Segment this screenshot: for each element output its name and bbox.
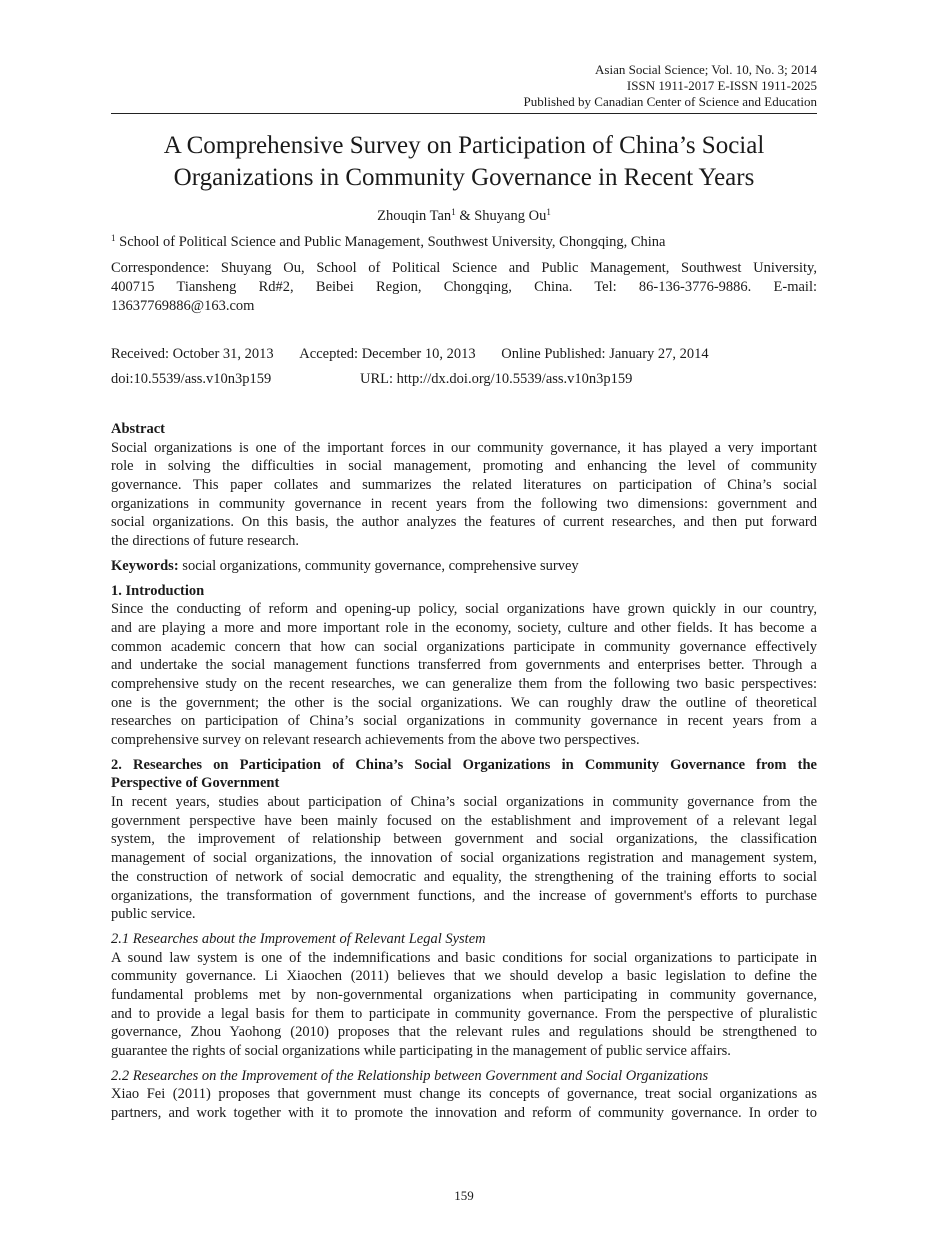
text-line: system, the improvement of relationship between government and social organizations, the classification <box>111 831 817 848</box>
paper-title <box>111 130 817 194</box>
published-date: Online Published: January 27, 2014 <box>501 346 709 362</box>
text-line: Social organizations is one of the important forces in our community governance, it has played a very important <box>111 439 817 456</box>
text-line: governance. This paper collates and summarizes the related literatures on participation of China’s social <box>111 477 817 494</box>
section-1-heading: 1. Introduction <box>111 582 205 599</box>
journal-publisher: Published by Canadian Center of Science and Education <box>523 94 817 109</box>
section-1-text <box>111 600 817 750</box>
journal-header <box>111 62 817 110</box>
abstract-text <box>111 439 817 551</box>
journal-issn: ISSN 1911-2017 E-ISSN 1911-2025 <box>626 78 817 93</box>
text-line: comprehensive study on the recent researches, we can generalize them from the following two basic perspectives: <box>111 675 817 692</box>
section-2-1-text <box>111 949 817 1061</box>
text-line: and undertake the social management functions transferred from governments and enterprises better. Through a <box>111 657 817 674</box>
correspondence <box>111 259 817 316</box>
header-rule <box>111 113 817 114</box>
text-line: governance, Zhou Yaohong (2010) proposes that the relevant rules and regulations should be strengthened to <box>111 1024 817 1041</box>
text-line: partners, and work together with it to promote the innovation and reform of community governance. In order to <box>111 1105 817 1122</box>
doi-url[interactable]: URL: http://dx.doi.org/10.5539/ass.v10n3p159 <box>360 371 633 387</box>
text-line: social organizations. On this basis, the author analyzes the features of current researches, and then put forward <box>111 514 817 531</box>
section-2-heading <box>111 756 817 793</box>
keywords-label: Keywords: <box>111 557 179 574</box>
journal-citation: Asian Social Science; Vol. 10, No. 3; 2014 <box>595 62 817 77</box>
affiliation-mark: 1 <box>111 233 116 243</box>
author-2: Shuyang Ou <box>474 208 547 224</box>
accepted-date: Accepted: December 10, 2013 <box>299 346 476 362</box>
authors <box>111 207 817 225</box>
keywords <box>111 557 817 576</box>
text-line: role in solving the difficulties in social management, promoting and enhancing the level of community <box>111 458 817 475</box>
affiliation <box>111 233 817 251</box>
text-line: guarantee the rights of social organizations while participating in the management of public service affairs. <box>111 1043 731 1059</box>
author-1-affil-mark: 1 <box>451 207 456 217</box>
heading-line: Perspective of Government <box>111 775 280 792</box>
author-separator: & <box>455 208 475 224</box>
page-number: 159 <box>454 1188 474 1203</box>
doi-line <box>111 370 817 388</box>
paper-body <box>111 420 817 1123</box>
text-line: fundamental problems met by non-governmental organizations when participating in community governance, <box>111 986 817 1003</box>
text-line: A sound law system is one of the indemnifications and basic conditions for social organizations to participate in <box>111 949 817 966</box>
text-line: common academic concern that how can social organizations participate in community governance effectively <box>111 638 817 655</box>
correspondence-line: 400715 Tiansheng Rd#2, Beibei Region, Chongqing, China. Tel: 86-136-3776-9886. E-mail: <box>111 279 817 295</box>
text-line: and are playing a more and more important role in the economy, society, culture and other fields. It has become a <box>111 619 817 636</box>
text-line: researches on participation of China’s social organizations in community governance in recent years from a <box>111 713 817 730</box>
author-2-affil-mark: 1 <box>546 207 551 217</box>
text-line: organizations, the transformation of government functions, and the increase of government's efforts to purchase <box>111 887 817 904</box>
doi: doi:10.5539/ass.v10n3p159 <box>111 371 272 387</box>
text-line: and to provide a legal basis for them to participate in community governance. From the perspective of pluralistic <box>111 1005 817 1022</box>
text-line: government perspective have been mainly focused on the establishment and improvement of a relevant legal <box>111 812 817 829</box>
author-1: Zhouqin Tan <box>377 208 452 224</box>
text-line: the directions of future research. <box>111 533 300 550</box>
text-line: community governance. Li Xiaochen (2011) believes that we should develop a basic legislation to define the <box>111 968 817 985</box>
publication-dates <box>111 345 817 363</box>
text-line: public service. <box>111 906 196 923</box>
heading-line: 2. Researches on Participation of China’s Social Organizations in Community Governance from the <box>111 756 817 773</box>
section-2-2-text <box>111 1085 817 1122</box>
section-2-2-heading: 2.2 Researches on the Improvement of the Relationship between Government and Social Organizations <box>111 1067 709 1084</box>
text-line: the construction of network of social democratic and equality, the strengthening of the training efforts to social <box>111 868 817 885</box>
title-line-1: A Comprehensive Survey on Participation of China’s Social <box>163 132 765 159</box>
section-2-text <box>111 793 817 924</box>
section-2-1-heading: 2.1 Researches about the Improvement of Relevant Legal System <box>111 930 486 947</box>
text-line: management of social organizations, the innovation of social organizations registration and management system, <box>111 850 817 867</box>
text-line: Xiao Fei (2011) proposes that government must change its concepts of governance, treat social organizations as <box>111 1086 817 1103</box>
correspondence-line: Correspondence: Shuyang Ou, School of Political Science and Public Management, Southwest University, <box>111 260 817 276</box>
title-line-2: Organizations in Community Governance in Recent Years <box>173 164 755 191</box>
text-line: Since the conducting of reform and opening-up policy, social organizations have grown quickly in our country, <box>111 601 817 618</box>
text-line: In recent years, studies about participation of China’s social organizations in community governance from the <box>111 794 817 811</box>
abstract-heading: Abstract <box>111 421 165 437</box>
text-line: one is the government; the other is the social organizations. We can roughly draw the outline of theoretical <box>111 694 817 711</box>
text-line: organizations in community governance in recent years from the following two dimensions: government and <box>111 495 817 512</box>
correspondence-email: 13637769886@163.com <box>111 298 255 314</box>
keywords-text: social organizations, community governance, comprehensive survey <box>178 557 579 574</box>
text-line: comprehensive survey on relevant research achievements from the above two perspectives. <box>111 732 640 748</box>
received-date: Received: October 31, 2013 <box>111 346 274 362</box>
affiliation-text: School of Political Science and Public Management, Southwest University, Chongqing, China <box>115 234 666 250</box>
